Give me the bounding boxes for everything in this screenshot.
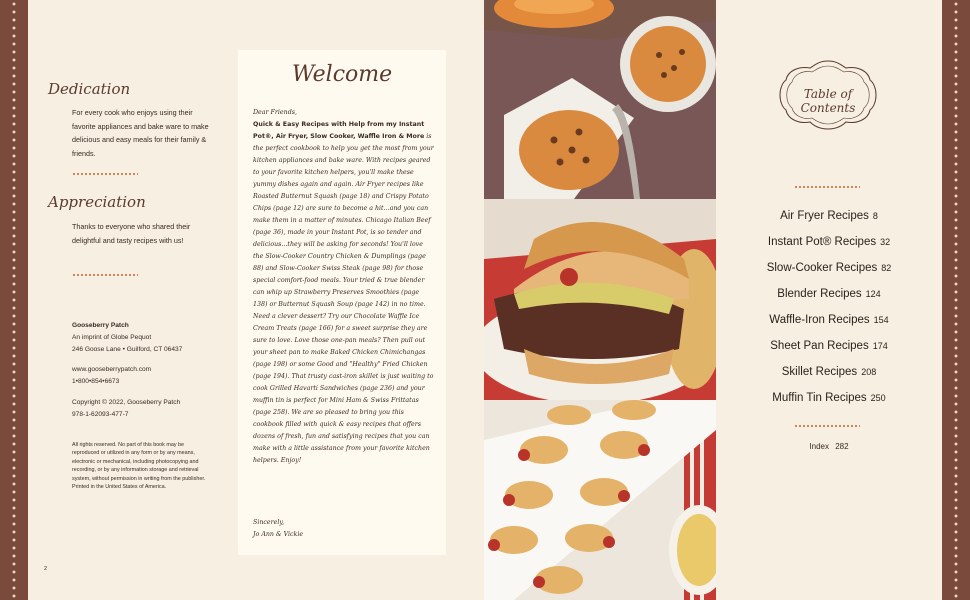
left-decorative-border — [0, 0, 28, 600]
toc-item[interactable] — [716, 366, 942, 378]
welcome-closing: Sincerely, — [253, 519, 285, 526]
toc-item-page: 32 — [880, 237, 891, 247]
toc-item-label: Slow-Cooker Recipes — [766, 262, 878, 274]
right-decorative-border — [942, 0, 970, 600]
toc-item-page: 154 — [873, 315, 889, 325]
toc-item-label: Muffin Tin Recipes — [772, 392, 867, 404]
page-number: 2 — [44, 566, 48, 572]
dedication-text: For every cook who enjoys using their favorite appliances and bake ware to make delicious and easy meals for their family & friends. — [72, 108, 209, 158]
publisher-name: Gooseberry Patch — [72, 322, 129, 329]
appreciation-text: Thanks to everyone who shared their delightful and tasty recipes with us! — [72, 222, 191, 245]
welcome-signature: Jo Ann & Vickie — [253, 531, 304, 538]
welcome-card — [238, 50, 446, 555]
butternut-squash-soup-photo — [484, 0, 716, 199]
toc-item-label: Skillet Recipes — [781, 366, 858, 378]
welcome-bold-intro: Quick & Easy Recipes with Help from my Instant Pot®, Air Fryer, Slow Cooker, Waffle Iron & More — [253, 121, 425, 140]
toc-item-label: Blender Recipes — [777, 288, 862, 300]
toc-item-page: 174 — [872, 341, 888, 351]
welcome-title: Welcome — [291, 62, 393, 87]
toc-item[interactable] — [716, 210, 942, 222]
dedication-title: Dedication — [48, 80, 131, 98]
toc-item[interactable] — [716, 340, 942, 352]
toc-item-label: Waffle-Iron Recipes — [769, 314, 870, 326]
toc-item[interactable] — [716, 236, 942, 248]
toc-index-page: 282 — [835, 442, 849, 451]
welcome-greeting: Dear Friends, — [253, 109, 297, 116]
toc-item[interactable] — [716, 288, 942, 300]
appreciation-title: Appreciation — [48, 193, 146, 211]
dotted-divider — [72, 274, 138, 276]
toc-index[interactable] — [716, 442, 942, 451]
rights-notice: All rights reserved. No part of this book may be reproduced or utilized in any form or by any means, electronic or mechanical, including photocopying and recording, or by any information storage and retrieval system, without permission in writing from the publisher. Printed in the United States of America. — [72, 442, 206, 491]
toc-badge — [776, 58, 880, 132]
welcome-letter — [253, 107, 435, 467]
toc-item-label: Air Fryer Recipes — [780, 210, 869, 222]
publisher-website: www.gooseberrypatch.com — [72, 366, 152, 373]
dotted-divider — [794, 425, 860, 427]
right-page — [716, 0, 942, 600]
toc-item[interactable] — [716, 392, 942, 404]
toc-item[interactable] — [716, 262, 942, 274]
welcome-body-text: is the perfect cookbook to help you get the most from your kitchen appliances and bake ware. With recipes geared to your favorite kitchen helpers, you'll make these yummy dishes again and again. Air Fryer recipes like Roasted Butternut Squash (page 18) and Crispy Potato Chips (page 12) are sure to become a hit...and you can make them in a matter of minutes. Chicago Italian Beef (page 36), made in your Instant Pot, is so tender and delicious...they will be asking for seconds! You'll love the Slow-Cooker Country Chicken & Dumplings (page 88) and Slow-Cooker Swiss Steak (page 98) for those special comfort-food meals. Your tried & true blender can whip up Strawberry Preserves Smoothies (page 138) or Butternut Squash Soup (page 142) in no time. Need a clever dessert? Try our Chocolate Waffle Ice Cream Treats (page 166) for a sweet surprise they are sure to love. Love those one-pan meals? Then pull out your sheet pan to make Baked Chicken Chimichangas (page 198) or some Good and "Healthy" Fried Chicken (page 194). That trusty cast-iron skillet is just waiting to cook Grilled Havarti Sandwiches (page 236) and your muffin tin is perfect for Mini Ham & Swiss Frittatas (page 258). We are so pleased to bring you this cookbook filled with quick & easy recipes that offers dozens of fresh, fun and satisfying recipes that you can make with a little assistance from your favorite kitchen helpers. Enjoy! — [253, 133, 434, 464]
toc-item-page: 208 — [861, 367, 877, 377]
toc-item-label: Sheet Pan Recipes — [770, 340, 869, 352]
publisher-address: 246 Goose Lane • Guilford, CT 06437 — [72, 346, 183, 353]
copyright: Copyright © 2022, Gooseberry Patch — [72, 399, 181, 406]
photo-strip — [484, 0, 716, 600]
left-page — [28, 0, 484, 600]
toc-item-page: 8 — [872, 211, 878, 221]
toc-item-page: 250 — [870, 393, 886, 403]
pigs-in-blanket-photo — [484, 400, 716, 600]
publisher-imprint: An imprint of Globe Pequot — [72, 334, 152, 341]
toc-title: Table of Contents — [800, 87, 856, 115]
toc-item-page: 82 — [881, 263, 892, 273]
welcome-signoff — [253, 517, 435, 541]
toc-item-label: Instant Pot® Recipes — [767, 236, 877, 248]
publisher-phone: 1•800•854•6673 — [72, 378, 120, 385]
toc-item[interactable] — [716, 314, 942, 326]
isbn: 978-1-62093-477-7 — [72, 411, 129, 418]
italian-beef-sandwich-photo — [484, 199, 716, 400]
dotted-divider — [794, 186, 860, 188]
toc-index-label: Index — [809, 442, 829, 451]
dotted-divider — [72, 173, 138, 175]
toc-item-page: 124 — [865, 289, 881, 299]
